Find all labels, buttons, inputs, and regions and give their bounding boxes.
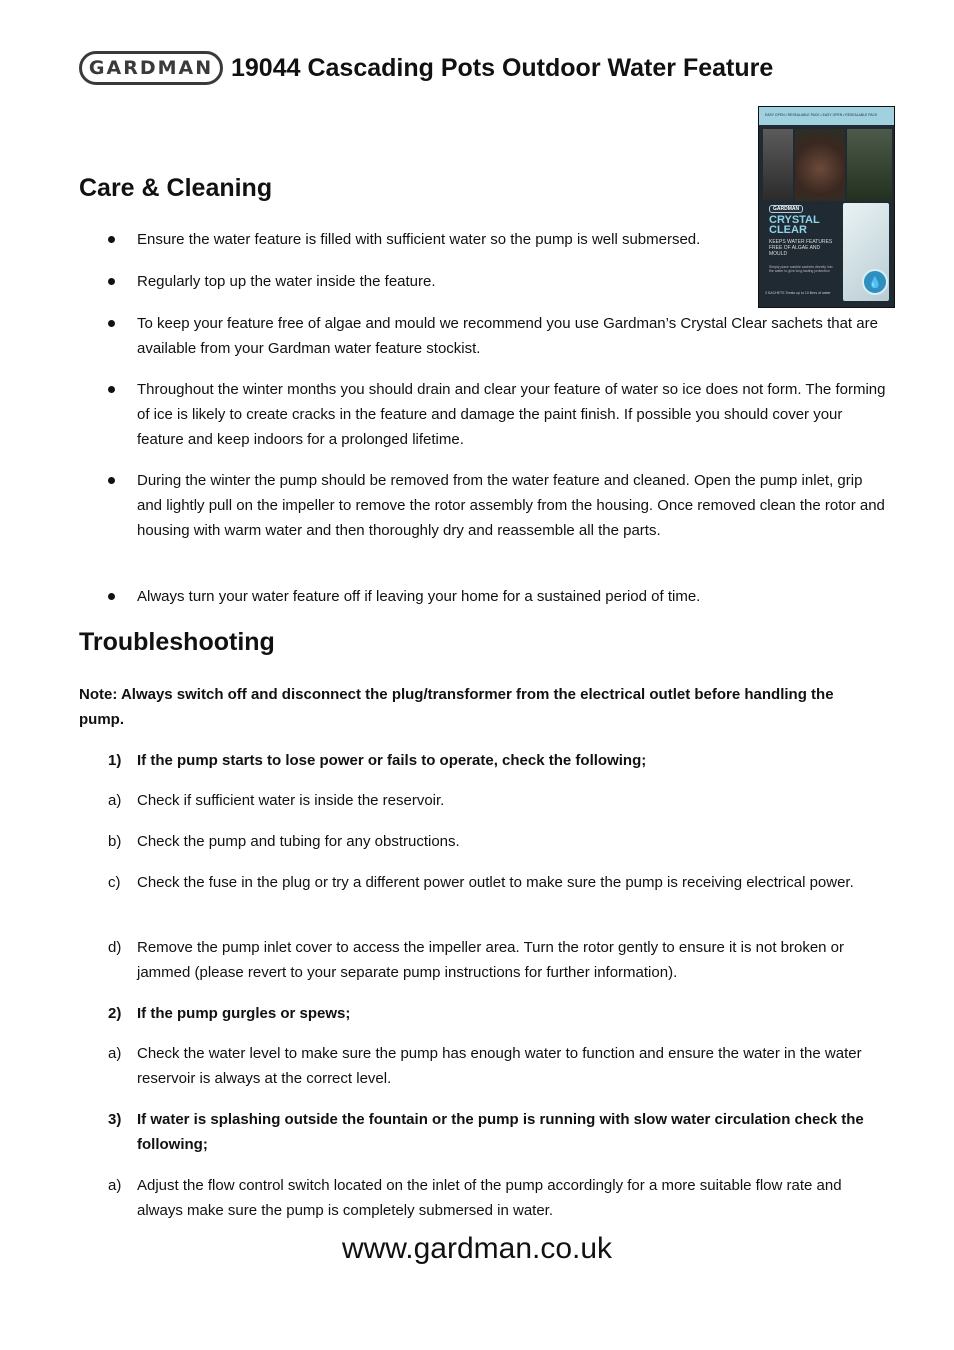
item-marker: 3) [108, 1111, 122, 1128]
item-marker: d) [108, 939, 122, 956]
care-bullet: Regularly top up the water inside the feature. [137, 273, 436, 290]
item-marker: 1) [108, 752, 122, 769]
bullet-dot-icon [108, 593, 115, 600]
product-brand: GARDMAN [769, 205, 803, 213]
care-bullet: Throughout the winter months you should drain and clear your feature of water so ice does not form. The forming of ice is likely to create cracks in the feature and damage the paint finish. If possible you should cover your feature and keep indoors for a prolonged lifetime. [137, 381, 886, 448]
water-drop-icon: 💧 [862, 269, 888, 295]
document-title: 19044 Cascading Pots Outdoor Water Feature [231, 53, 774, 82]
product-fine-print: Simply place soluble sachets directly into the water to give long lasting protection [769, 265, 833, 273]
item-marker: 2) [108, 1005, 122, 1022]
bullet-dot-icon [108, 320, 115, 327]
item-marker: a) [108, 1177, 122, 1194]
bullet-dot-icon [108, 386, 115, 393]
care-bullet: Always turn your water feature off if leaving your home for a sustained period of time. [137, 588, 701, 605]
logo-text: GARDMAN [88, 57, 214, 79]
product-name-line1: CRYSTAL [769, 214, 820, 226]
troubleshooting-item: Check the fuse in the plug or try a different power outlet to make sure the pump is receiving electrical power. [137, 874, 854, 891]
troubleshooting-heading: Troubleshooting [79, 628, 275, 656]
bullet-dot-icon [108, 278, 115, 285]
care-bullet: To keep your feature free of algae and mould we recommend you use Gardman’s Crystal Clear sachets that are available from your Gardman water feature stockist. [137, 315, 878, 357]
gardman-logo [79, 51, 223, 85]
troubleshooting-item: Check the water level to make sure the pump has enough water to function and ensure the water in the water reservoir is always at the correct level. [137, 1045, 862, 1087]
bullet-dot-icon [108, 477, 115, 484]
item-marker: a) [108, 792, 122, 809]
footer-url[interactable]: www.gardman.co.uk [341, 1232, 613, 1265]
product-photo-center [795, 129, 845, 201]
care-bullet: Ensure the water feature is filled with sufficient water so the pump is well submersed. [137, 231, 701, 248]
product-photo-left [763, 129, 793, 201]
bullet-dot-icon [108, 236, 115, 243]
document-header [79, 48, 773, 88]
product-description: KEEPS WATER FEATURES FREE OF ALGAE AND MOULD [769, 239, 833, 257]
product-photo-right [847, 129, 892, 201]
troubleshooting-item: Adjust the flow control switch located on the inlet of the pump accordingly for a more suitable flow rate and always make sure the pump is completely submersed in water. [137, 1177, 842, 1219]
item-marker: b) [108, 833, 122, 850]
troubleshooting-item: Remove the pump inlet cover to access the impeller area. Turn the rotor gently to ensure it is not broken or jammed (please revert to your separate pump instructions for further information). [137, 939, 845, 981]
care-bullet: During the winter the pump should be removed from the water feature and cleaned. Open the pump inlet, grip and lightly pull on the impeller to remove the rotor assembly from the housing. Once removed clean the rotor and housing with warm water and then thoroughly dry and reassemble all the parts. [137, 472, 885, 539]
product-top-strip [759, 107, 894, 125]
troubleshooting-item: If water is splashing outside the fountain or the pump is running with slow water circulation check the following; [137, 1111, 864, 1153]
product-footer-text: 3 SACHETS Treats up to 10 litres of water [765, 291, 831, 295]
troubleshooting-item: If the pump starts to lose power or fails to operate, check the following; [137, 752, 647, 769]
troubleshooting-item: If the pump gurgles or spews; [137, 1005, 351, 1022]
troubleshooting-item: Check the pump and tubing for any obstructions. [137, 833, 460, 850]
product-strip-text: EASY OPEN • RESEALABLE PACK • EASY OPEN • RESEALABLE PACK [765, 113, 878, 117]
troubleshooting-note: Note: Always switch off and disconnect the plug/transformer from the electrical outlet before handling the pump. [79, 686, 834, 728]
item-marker: c) [108, 874, 121, 891]
item-marker: a) [108, 1045, 122, 1062]
care-heading: Care & Cleaning [79, 174, 273, 202]
troubleshooting-item: Check if sufficient water is inside the reservoir. [137, 792, 445, 809]
product-name-line2: CLEAR [769, 224, 807, 236]
